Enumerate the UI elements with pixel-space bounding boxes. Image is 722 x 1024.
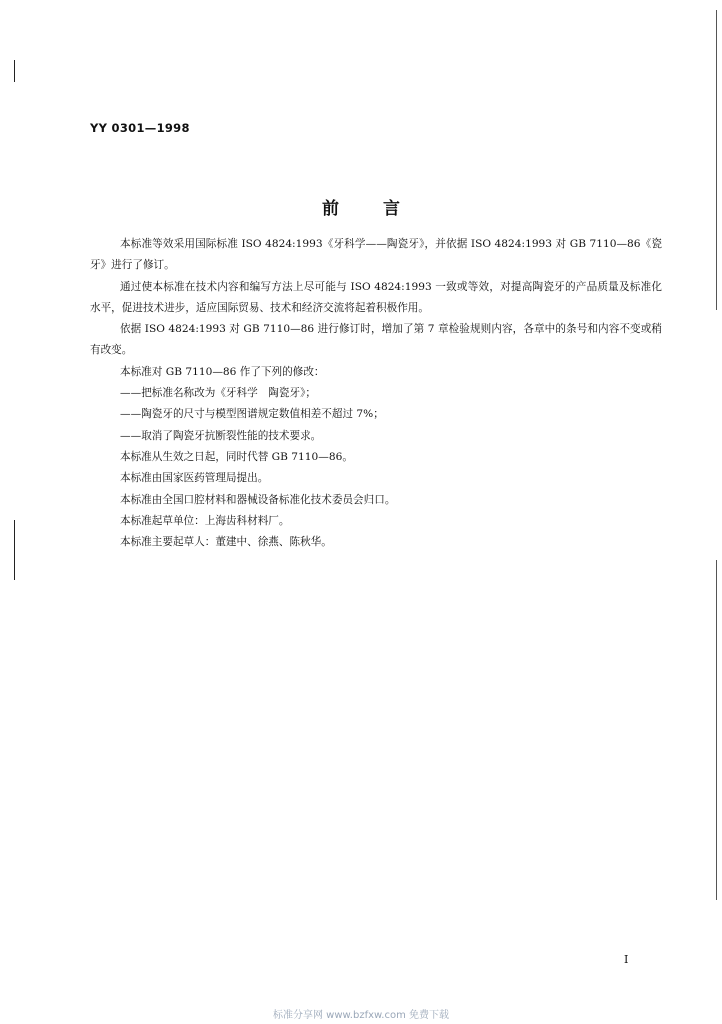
paragraph-adoption: 本标准等效采用国际标准 ISO 4824:1993《牙科学——陶瓷牙》，并依据 ISO 4824:1993 对 GB 7110—86《瓷牙》进行了修订。 <box>90 238 662 272</box>
page-number: I <box>624 953 629 966</box>
paragraph-proposer: 本标准由国家医药管理局提出。 <box>120 472 269 485</box>
scan-edge-mark-right-lower <box>716 560 717 900</box>
paragraph-drafting-unit: 本标准起草单位：上海齿科材料厂。 <box>120 514 290 527</box>
standard-number: YY 0301—1998 <box>90 121 190 135</box>
paragraph-effective: 本标准从生效之日起，同时代替 GB 7110—86。 <box>120 450 353 463</box>
paragraph-committee: 本标准由全国口腔材料和器械设备标准化技术委员会归口。 <box>120 493 396 506</box>
watermark-text: 标准分享网 www.bzfxw.com 免费下载 <box>273 1010 449 1021</box>
paragraph-revision: 依据 ISO 4824:1993 对 GB 7110—86 进行修订时，增加了第 7 章检验规则内容，各章中的条号和内容不变或稍有改变。 <box>90 323 662 357</box>
scan-edge-mark-right <box>716 10 717 310</box>
modification-item: ——陶瓷牙的尺寸与模型图谱规定数值相差不超过 7%； <box>120 408 384 421</box>
scan-edge-mark-top <box>14 60 15 82</box>
page-title: 前言 <box>322 199 444 219</box>
paragraph-purpose: 通过使本标准在技术内容和编写方法上尽可能与 ISO 4824:1993 一致或等效，对提高陶瓷牙的产品质量及标准化水平，促进技术进步，适应国际贸易、技术和经济交流将起着积极作用。 <box>90 280 662 314</box>
foreword-body <box>90 234 662 553</box>
modification-item: ——把标准名称改为《牙科学 陶瓷牙》； <box>120 387 316 400</box>
scan-edge-mark-middle <box>14 520 15 580</box>
modification-item: ——取消了陶瓷牙抗断裂性能的技术要求。 <box>120 429 322 442</box>
paragraph-drafters: 本标准主要起草人：董建中、徐燕、陈秋华。 <box>120 536 332 549</box>
paragraph-modifications-intro: 本标准对 GB 7110—86 作了下列的修改： <box>120 365 325 378</box>
